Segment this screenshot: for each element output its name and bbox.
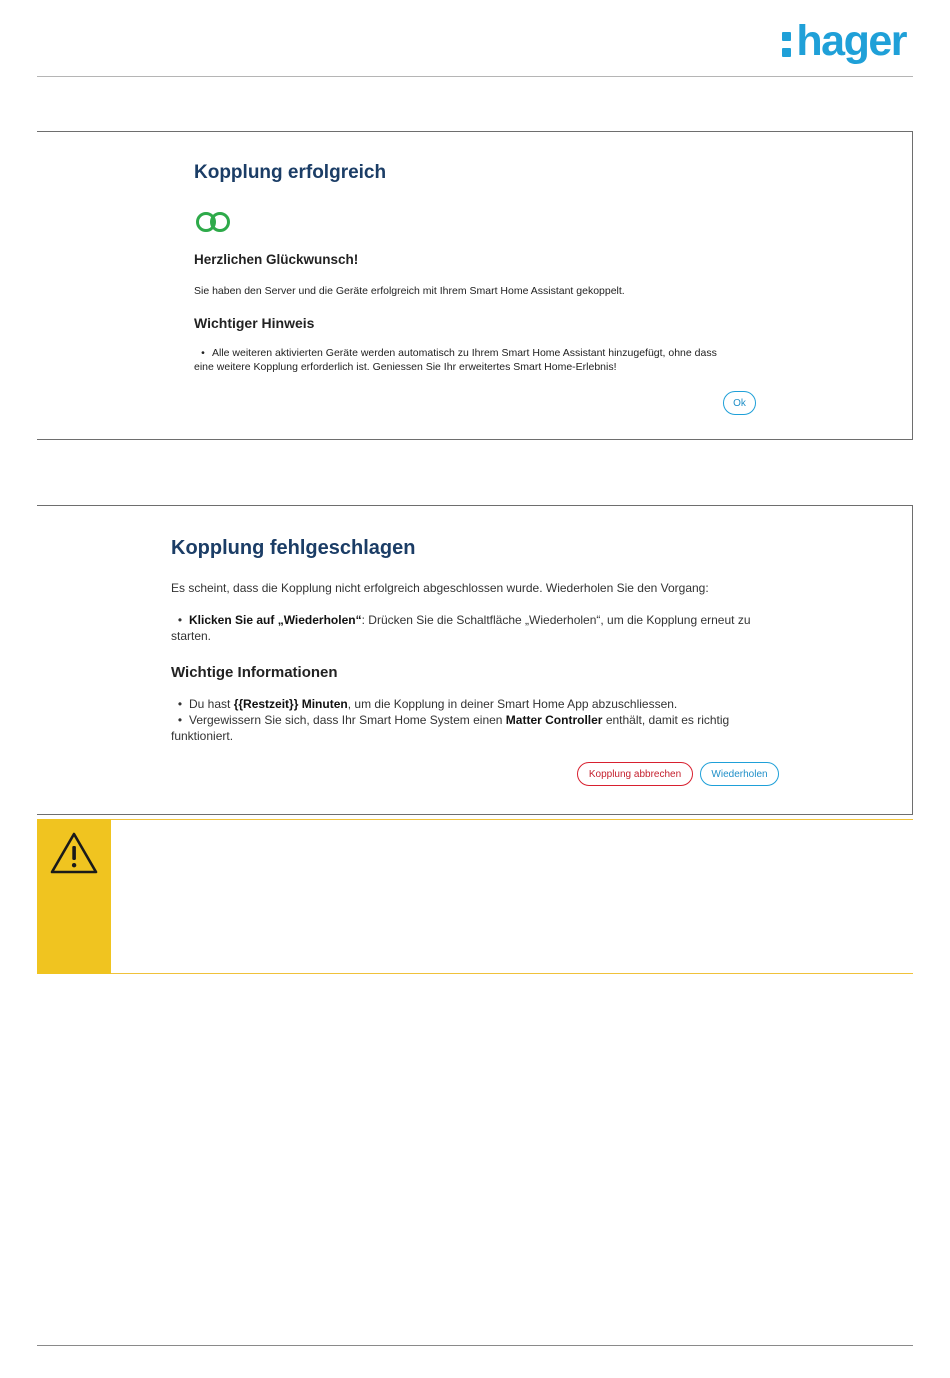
step-text-2: starten. (171, 629, 212, 643)
retry-button[interactable]: Wiederholen (700, 762, 779, 786)
cancel-pairing-button[interactable]: Kopplung abbrechen (577, 762, 693, 786)
bullet: • (177, 613, 183, 627)
info-heading: Wichtige Informationen (171, 664, 338, 681)
info-list (171, 696, 771, 744)
warning-box (37, 819, 913, 974)
failure-intro: Es scheint, dass die Kopplung nicht erfolgreich abgeschlossen wurde. Wiederholen Sie den Vorgang: (171, 581, 709, 595)
bullet: • (201, 347, 205, 359)
hager-logo (782, 17, 906, 65)
bullet: • (177, 697, 183, 711)
warning-triangle-icon (49, 831, 99, 875)
pairing-success-panel (37, 131, 913, 440)
info-item-1: • Du hast {{Restzeit}} Minuten, um die Kopplung in deiner Smart Home App abzuschliessen. (171, 696, 771, 712)
step-bold: Klicken Sie auf „Wiederholen“ (189, 613, 362, 627)
footer-divider (37, 1345, 913, 1346)
matter-controller: Matter Controller (505, 713, 603, 727)
bullet: • (177, 713, 183, 727)
success-title: Kopplung erfolgreich (194, 162, 387, 183)
header-divider (37, 76, 913, 77)
logo-colon (782, 32, 791, 57)
failure-title: Kopplung fehlgeschlagen (171, 537, 416, 559)
notice-line-2: eine weitere Kopplung erforderlich ist. Geniessen Sie Ihr erweitertes Smart Home-Erlebnis! (194, 361, 617, 373)
notice-line-1: Alle weiteren aktivierten Geräte werden automatisch zu Ihrem Smart Home Assistant hinzugefügt, ohne dass (212, 347, 717, 359)
info-item-2-cont: funktioniert. (171, 729, 234, 743)
remaining-time: {{Restzeit}} Minuten (233, 697, 348, 711)
retry-step (171, 612, 771, 644)
congrats-heading: Herzlichen Glückwunsch! (194, 252, 359, 267)
step-text: : Drücken Sie die Schaltfläche „Wiederholen“, um die Kopplung erneut zu (361, 613, 751, 627)
notice-heading: Wichtiger Hinweis (194, 315, 315, 331)
linked-rings-icon (193, 211, 235, 238)
warning-sidebar (37, 819, 111, 974)
pairing-failure-panel (37, 505, 913, 815)
success-message: Sie haben den Server und die Geräte erfolgreich mit Ihrem Smart Home Assistant gekoppelt. (194, 285, 625, 297)
info-item-2: • Vergewissern Sie sich, dass Ihr Smart Home System einen Matter Controller enthält, damit es richtig (171, 712, 771, 728)
notice-text (194, 346, 794, 374)
logo-text: hager (796, 17, 906, 65)
ok-button[interactable]: Ok (723, 391, 756, 415)
